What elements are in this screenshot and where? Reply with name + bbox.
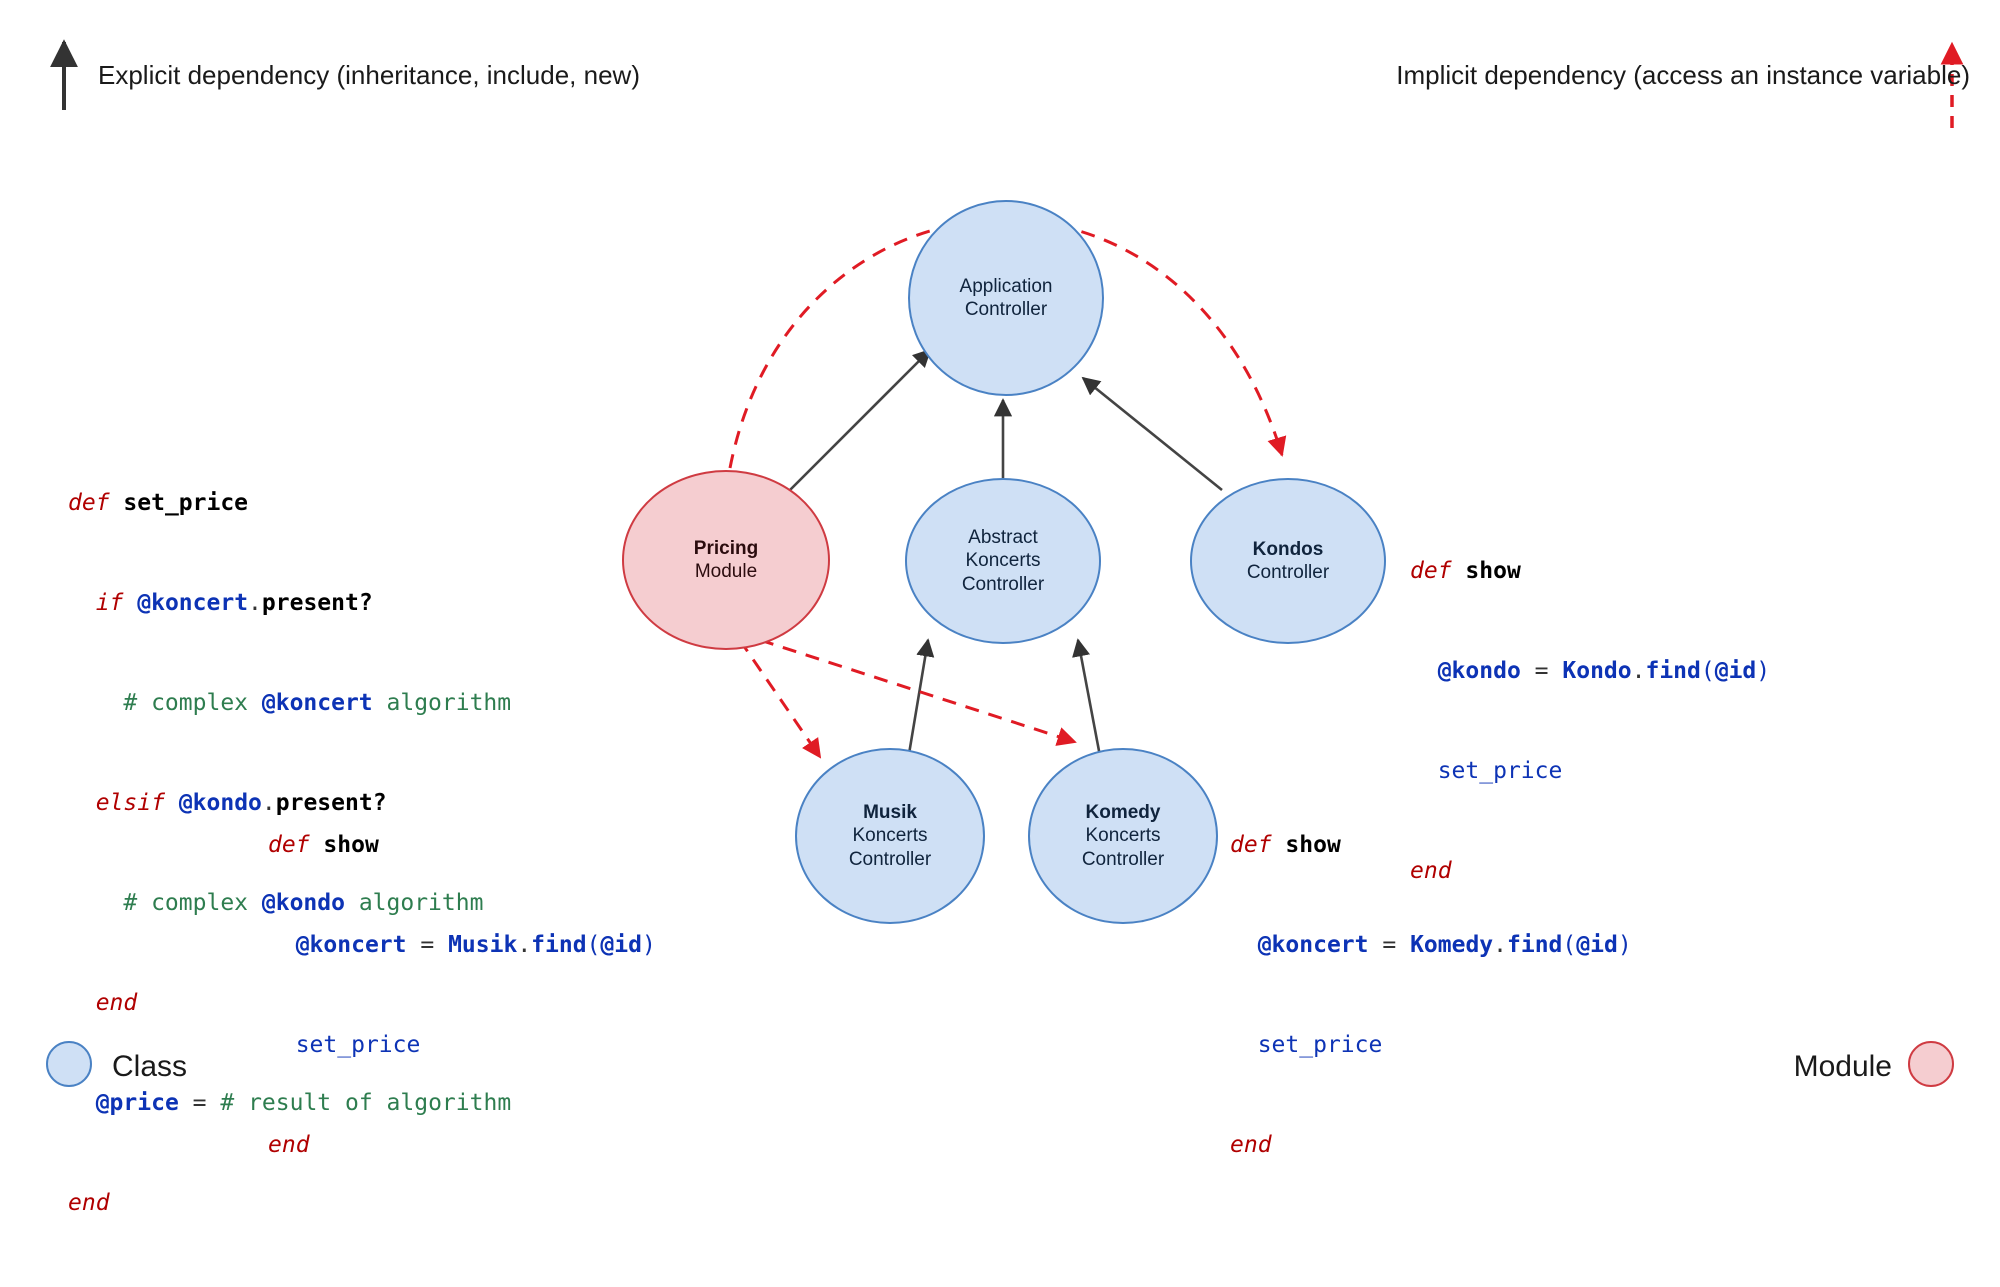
code-line: def show [268,831,379,858]
node-line: Module [694,561,758,582]
node-line: Koncerts [852,825,928,847]
code-line: def show [1410,557,1521,584]
code-line: @kondo = Kondo.find(@id) [1437,657,1771,684]
edge-kondos-to-application [1083,378,1222,490]
legend-explicit-label: Explicit dependency (inheritance, include, new) [98,60,640,90]
code-line: set_price [1257,1031,1383,1058]
legend-module-label: Module [1793,1050,1892,1083]
node-line: Application [959,275,1053,297]
node-line: Koncerts [965,550,1041,572]
code-musik-show [268,762,656,1229]
code-line: def show [1230,831,1341,858]
node-line: Komedy [1085,802,1161,824]
edge-pricing-to-komedy-implicit [760,640,1075,742]
node-line: Controller [1246,562,1330,583]
code-komedy-show [1230,762,1632,1229]
code-line: end [1230,1131,1272,1158]
code-line: set_price [1437,757,1563,784]
node-line: Kondos [1252,538,1324,560]
code-line: # complex @kondo algorithm [123,889,484,916]
code-line: end [68,1189,110,1216]
code-line: @price = # result of algorithm [95,1089,512,1116]
code-line: elsif @kondo.present? [95,789,387,816]
node-line: Abstract [968,527,1038,549]
node-abstract-koncerts-controller[interactable] [905,478,1101,644]
node-line: Controller [964,299,1048,320]
code-line: end [268,1131,310,1158]
node-line: Koncerts [1085,825,1161,847]
code-line: end [1410,857,1452,884]
code-line: set_price [295,1031,421,1058]
code-line: @koncert = Musik.find(@id) [295,931,656,958]
code-line: # complex @koncert algorithm [123,689,512,716]
legend-module-swatch [1908,1041,1954,1087]
code-line: def set_price [68,489,249,516]
code-line: @koncert = Komedy.find(@id) [1257,931,1632,958]
code-line: end [95,989,138,1016]
node-line: Controller [1081,848,1165,870]
node-application-controller[interactable] [908,200,1104,396]
node-komedy-koncerts-controller[interactable] [1028,748,1218,924]
legend-class-label: Class [112,1050,188,1083]
node-line: Musik [863,802,917,824]
node-line: Pricing [693,537,759,559]
node-kondos-controller[interactable] [1190,478,1386,644]
node-musik-koncerts-controller[interactable] [795,748,985,924]
code-line: if @koncert.present? [95,589,373,616]
node-line: Controller [848,848,932,870]
node-line: Controller [961,573,1045,595]
legend-implicit-label: Implicit dependency (access an instance variable) [1396,60,1970,90]
edge-pricing-to-application [790,350,930,490]
node-pricing-module[interactable] [622,470,830,650]
